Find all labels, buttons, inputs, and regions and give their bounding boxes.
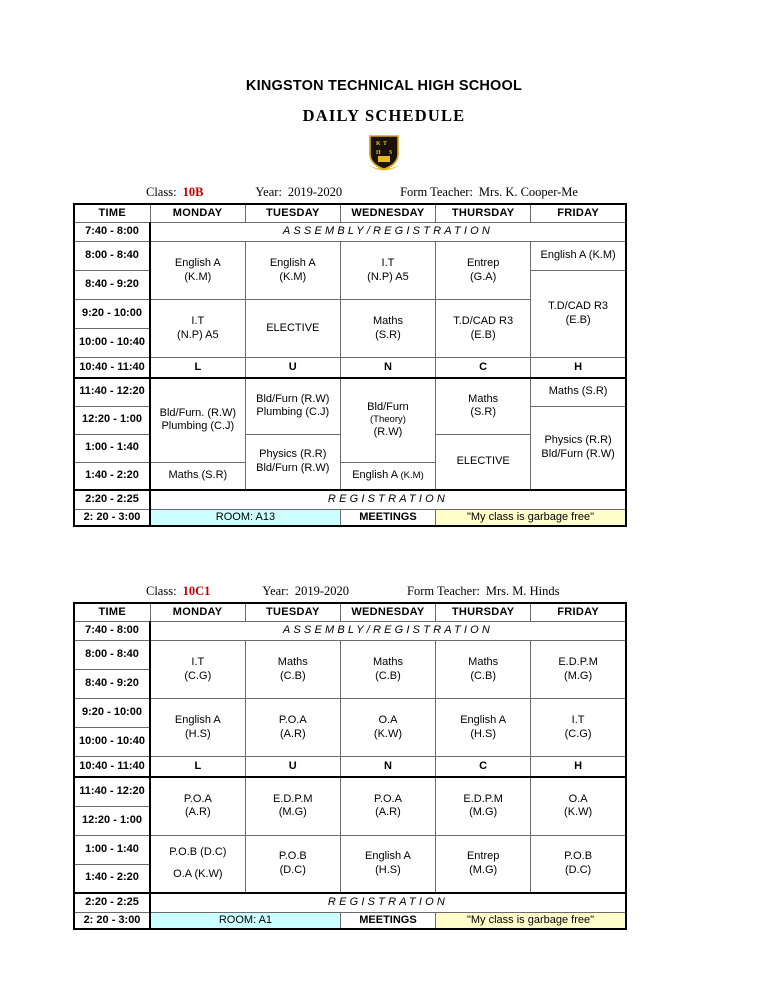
class-cell (150, 699, 245, 757)
class-cell (436, 835, 531, 893)
time-slot: 12:20 - 1:00 (74, 806, 150, 835)
notices-row (74, 913, 626, 930)
school-crest-icon (367, 134, 401, 172)
notices-row (74, 510, 626, 527)
teacher-label-2: Form Teacher: (407, 584, 480, 598)
teacher-code: (E.B) (470, 328, 496, 341)
assembly-registration-cell: ASSEMBLY/REGISTRATION (150, 223, 626, 242)
time-slot: 10:40 - 11:40 (74, 358, 150, 379)
time-slot: 11:40 - 12:20 (74, 777, 150, 806)
time-slot: 10:00 - 10:40 (74, 728, 150, 757)
subject-name-2: Bld/Furn (R.W) (256, 461, 330, 474)
teacher-code: (K.M) (279, 270, 307, 283)
teacher-code: (C.G) (184, 669, 212, 682)
class-cell (340, 699, 435, 757)
day-header-wednesday: WEDNESDAY (340, 603, 435, 622)
time-slot: 10:00 - 10:40 (74, 329, 150, 358)
day-header-monday: MONDAY (150, 204, 245, 223)
class-cell (340, 378, 435, 462)
lunch-row (74, 757, 626, 778)
class-cell (245, 641, 340, 699)
day-header-tuesday: TUESDAY (245, 204, 340, 223)
time-column-header: TIME (74, 204, 150, 223)
class-cell (150, 777, 245, 835)
subject-name: T.D/CAD R3 (548, 300, 609, 313)
lunch-letter: H (531, 757, 626, 778)
subject-name: Physics (R.R) (544, 434, 612, 446)
class-cell (436, 777, 531, 835)
class-cell (436, 378, 531, 434)
time-slot: 2: 20 - 3:00 (74, 510, 150, 527)
lunch-letter: C (436, 757, 531, 778)
class-cell (245, 699, 340, 757)
table-row (74, 223, 626, 242)
meetings-cell: MEETINGS (340, 913, 435, 930)
year-label-1: Year: (255, 185, 282, 199)
class-cell (531, 378, 626, 406)
subject-note: (Theory) (370, 414, 406, 426)
subject-name: English A (269, 256, 316, 269)
teacher-code: (M.G) (469, 863, 498, 876)
lunch-row (74, 358, 626, 379)
class-label-1: Class: (146, 185, 177, 199)
class-cell (340, 641, 435, 699)
time-slot: 1:40 - 2:20 (74, 864, 150, 893)
subject-name: English A (K.M) (540, 249, 616, 262)
table-row (74, 699, 626, 728)
class-cell (340, 835, 435, 893)
subject-name: P.O.B (564, 850, 593, 862)
time-slot: 8:40 - 9:20 (74, 271, 150, 300)
subject-name: I.T (571, 713, 585, 726)
subject-name: Bld/Furn. (R.W) (159, 406, 237, 419)
teacher-code: (H.S) (375, 863, 401, 876)
class-meta-line-2 (146, 583, 768, 599)
time-slot: 1:00 - 1:40 (74, 434, 150, 462)
teacher-code: (C.B) (470, 669, 496, 682)
lunch-letter: U (245, 757, 340, 778)
subject-name: Entrep (466, 850, 500, 862)
class-cell (531, 406, 626, 490)
class-value-1: 10B (182, 185, 204, 199)
teacher-code: (M.G) (278, 806, 307, 819)
subject-name: Maths (S.R) (168, 468, 228, 481)
class-cell (436, 242, 531, 300)
teacher-code: (M.G) (469, 806, 498, 819)
time-slot: 9:20 - 10:00 (74, 300, 150, 329)
lunch-letter: N (340, 757, 435, 778)
time-slot: 1:00 - 1:40 (74, 835, 150, 864)
subject-name: E.D.P.M (463, 792, 503, 805)
subject-name: Bld/Furn (R.W) (256, 392, 330, 405)
teacher-code: (G.A) (470, 270, 497, 283)
class-cell (436, 699, 531, 757)
class-cell (245, 242, 340, 300)
motto-cell: "My class is garbage free" (436, 510, 626, 527)
svg-text:H: H (376, 150, 381, 156)
meetings-cell: MEETINGS (340, 510, 435, 527)
year-value-1: 2019-2020 (287, 185, 343, 199)
subject-name: I.T (381, 256, 395, 269)
class-cell (340, 462, 435, 490)
class-value-2: 10C1 (182, 584, 211, 598)
teacher-code: (K.W) (564, 806, 593, 819)
class-cell (245, 434, 340, 490)
time-column-header: TIME (74, 603, 150, 622)
svg-text:K: K (376, 141, 381, 147)
table-row (74, 242, 626, 271)
teacher-code: (M.G) (564, 669, 593, 682)
subject-name: English A (174, 256, 221, 269)
table-row (74, 777, 626, 806)
table-separator (0, 527, 768, 571)
class-cell (531, 835, 626, 893)
subject-name: English A (352, 468, 398, 481)
teacher-code: (A.R) (185, 806, 211, 819)
class-cell (531, 641, 626, 699)
crest-container (0, 134, 768, 172)
subject-name-2: O.A (K.W) (173, 868, 223, 881)
table-row (74, 835, 626, 864)
class-cell (150, 300, 245, 358)
room-cell: ROOM: A13 (150, 510, 340, 527)
teacher-label-1: Form Teacher: (400, 185, 473, 199)
day-header-friday: FRIDAY (531, 204, 626, 223)
class-cell (531, 699, 626, 757)
subject-name: P.O.B (278, 850, 307, 862)
subject-name: ELECTIVE (266, 321, 320, 334)
subject-name: I.T (191, 655, 205, 668)
teacher-code: (C.B) (375, 669, 401, 682)
class-cell (150, 378, 245, 462)
subject-name: Maths (372, 655, 403, 668)
time-slot: 11:40 - 12:20 (74, 378, 150, 406)
subject-name: English A (460, 713, 507, 726)
lunch-letter: H (531, 358, 626, 379)
registration-row (74, 490, 626, 510)
subject-name: Maths (468, 655, 499, 668)
class-cell (150, 462, 245, 490)
time-slot: 8:40 - 9:20 (74, 670, 150, 699)
lunch-letter: L (150, 757, 245, 778)
teacher-code: (S.R) (470, 406, 496, 419)
subject-name: ELECTIVE (456, 454, 510, 467)
class-cell (436, 300, 531, 358)
table-header-row (74, 603, 626, 622)
lunch-letter: C (436, 358, 531, 379)
teacher-value-1: Mrs. K. Cooper-Me (478, 185, 578, 199)
class-cell (150, 641, 245, 699)
day-header-wednesday: WEDNESDAY (340, 204, 435, 223)
subject-name: Maths (S.R) (548, 385, 608, 398)
teacher-code: (C.G) (564, 727, 592, 740)
registration-cell: REGISTRATION (150, 893, 626, 913)
subject-name: English A (365, 850, 411, 862)
subject-name: I.T (191, 314, 205, 327)
time-slot: 7:40 - 8:00 (74, 223, 150, 242)
class-cell (245, 835, 340, 893)
subject-name: P.O.A (278, 713, 307, 726)
subject-name: O.A (568, 792, 588, 805)
subject-name: O.A (378, 713, 398, 726)
subject-name: E.D.P.M (558, 655, 598, 668)
table-header-row (74, 204, 626, 223)
subject-name: Physics (R.R) (259, 448, 327, 460)
day-header-tuesday: TUESDAY (245, 603, 340, 622)
teacher-code: (K.M) (184, 270, 212, 283)
lunch-letter: L (150, 358, 245, 379)
class-cell (436, 434, 531, 490)
time-slot: 7:40 - 8:00 (74, 622, 150, 641)
lunch-letter: U (245, 358, 340, 379)
time-slot: 10:40 - 11:40 (74, 757, 150, 778)
day-header-thursday: THURSDAY (436, 204, 531, 223)
subject-name: Maths (468, 392, 499, 405)
teacher-code: (N.P) A5 (177, 328, 219, 341)
class-meta-line-1 (146, 184, 768, 200)
page-subtitle: DAILY SCHEDULE (302, 106, 466, 125)
subject-name: Maths (277, 655, 308, 668)
subject-name: P.O.A (374, 792, 402, 805)
teacher-code: (E.B) (565, 314, 591, 326)
subject-name: E.D.P.M (273, 792, 313, 805)
teacher-code: (H.S) (470, 727, 496, 740)
teacher-code: (H.S) (185, 727, 211, 740)
class-cell (340, 242, 435, 300)
schedule-table-10c1 (73, 602, 627, 930)
subject-name: Bld/Furn (367, 400, 409, 413)
teacher-code: (A.R) (375, 806, 401, 819)
class-cell (531, 777, 626, 835)
time-slot: 9:20 - 10:00 (74, 699, 150, 728)
subject-name: Maths (372, 314, 403, 327)
time-slot: 12:20 - 1:00 (74, 406, 150, 434)
time-slot: 2: 20 - 3:00 (74, 913, 150, 930)
time-slot: 2:20 - 2:25 (74, 893, 150, 913)
day-header-thursday: THURSDAY (436, 603, 531, 622)
teacher-code: (A.R) (279, 727, 306, 740)
time-slot: 2:20 - 2:25 (74, 490, 150, 510)
class-cell (245, 378, 340, 434)
page-title: KINGSTON TECHNICAL HIGH SCHOOL (245, 78, 523, 94)
registration-row (74, 893, 626, 913)
table-row (74, 622, 626, 641)
subject-name: English A (174, 713, 221, 726)
teacher-code: (R.W) (373, 426, 403, 439)
subject-name-2: Plumbing (C.J) (256, 406, 330, 419)
class-cell (531, 271, 626, 358)
class-cell (340, 777, 435, 835)
day-header-monday: MONDAY (150, 603, 245, 622)
teacher-code: (K.M) (400, 469, 424, 481)
subject-name-2: Plumbing (C.J) (161, 420, 235, 433)
teacher-code: (D.C) (279, 863, 306, 876)
class-cell (531, 242, 626, 271)
class-label-2: Class: (146, 584, 177, 598)
class-cell (245, 300, 340, 358)
room-cell: ROOM: A1 (150, 913, 340, 930)
svg-text:T: T (383, 141, 388, 147)
table-row (74, 378, 626, 406)
teacher-value-2: Mrs. M. Hinds (485, 584, 560, 598)
schedule-table-10b (73, 203, 627, 527)
class-cell (436, 641, 531, 699)
time-slot: 8:00 - 8:40 (74, 242, 150, 271)
table-row (74, 641, 626, 670)
teacher-code: (N.P) A5 (367, 270, 409, 283)
time-slot: 8:00 - 8:40 (74, 641, 150, 670)
year-label-2: Year: (262, 584, 289, 598)
lunch-letter: N (340, 358, 435, 379)
subject-name: P.O.B (D.C) (169, 845, 227, 858)
teacher-code: (C.B) (279, 669, 306, 682)
registration-cell: REGISTRATION (150, 490, 626, 510)
class-cell (245, 777, 340, 835)
subject-name: Entrep (466, 256, 500, 269)
year-value-2: 2019-2020 (294, 584, 350, 598)
class-cell (340, 300, 435, 358)
subject-name-2: Bld/Furn (R.W) (541, 447, 615, 460)
subject-name: T.D/CAD R3 (453, 314, 514, 327)
teacher-code: (S.R) (375, 328, 401, 341)
subject-name: P.O.A (183, 792, 212, 805)
day-header-friday: FRIDAY (531, 603, 626, 622)
svg-text:S: S (389, 150, 393, 156)
teacher-code: (D.C) (564, 863, 592, 876)
class-cell (150, 242, 245, 300)
teacher-code: (K.W) (373, 727, 403, 740)
motto-cell: "My class is garbage free" (436, 913, 626, 930)
class-cell (150, 835, 245, 893)
time-slot: 1:40 - 2:20 (74, 462, 150, 490)
assembly-registration-cell: ASSEMBLY/REGISTRATION (150, 622, 626, 641)
